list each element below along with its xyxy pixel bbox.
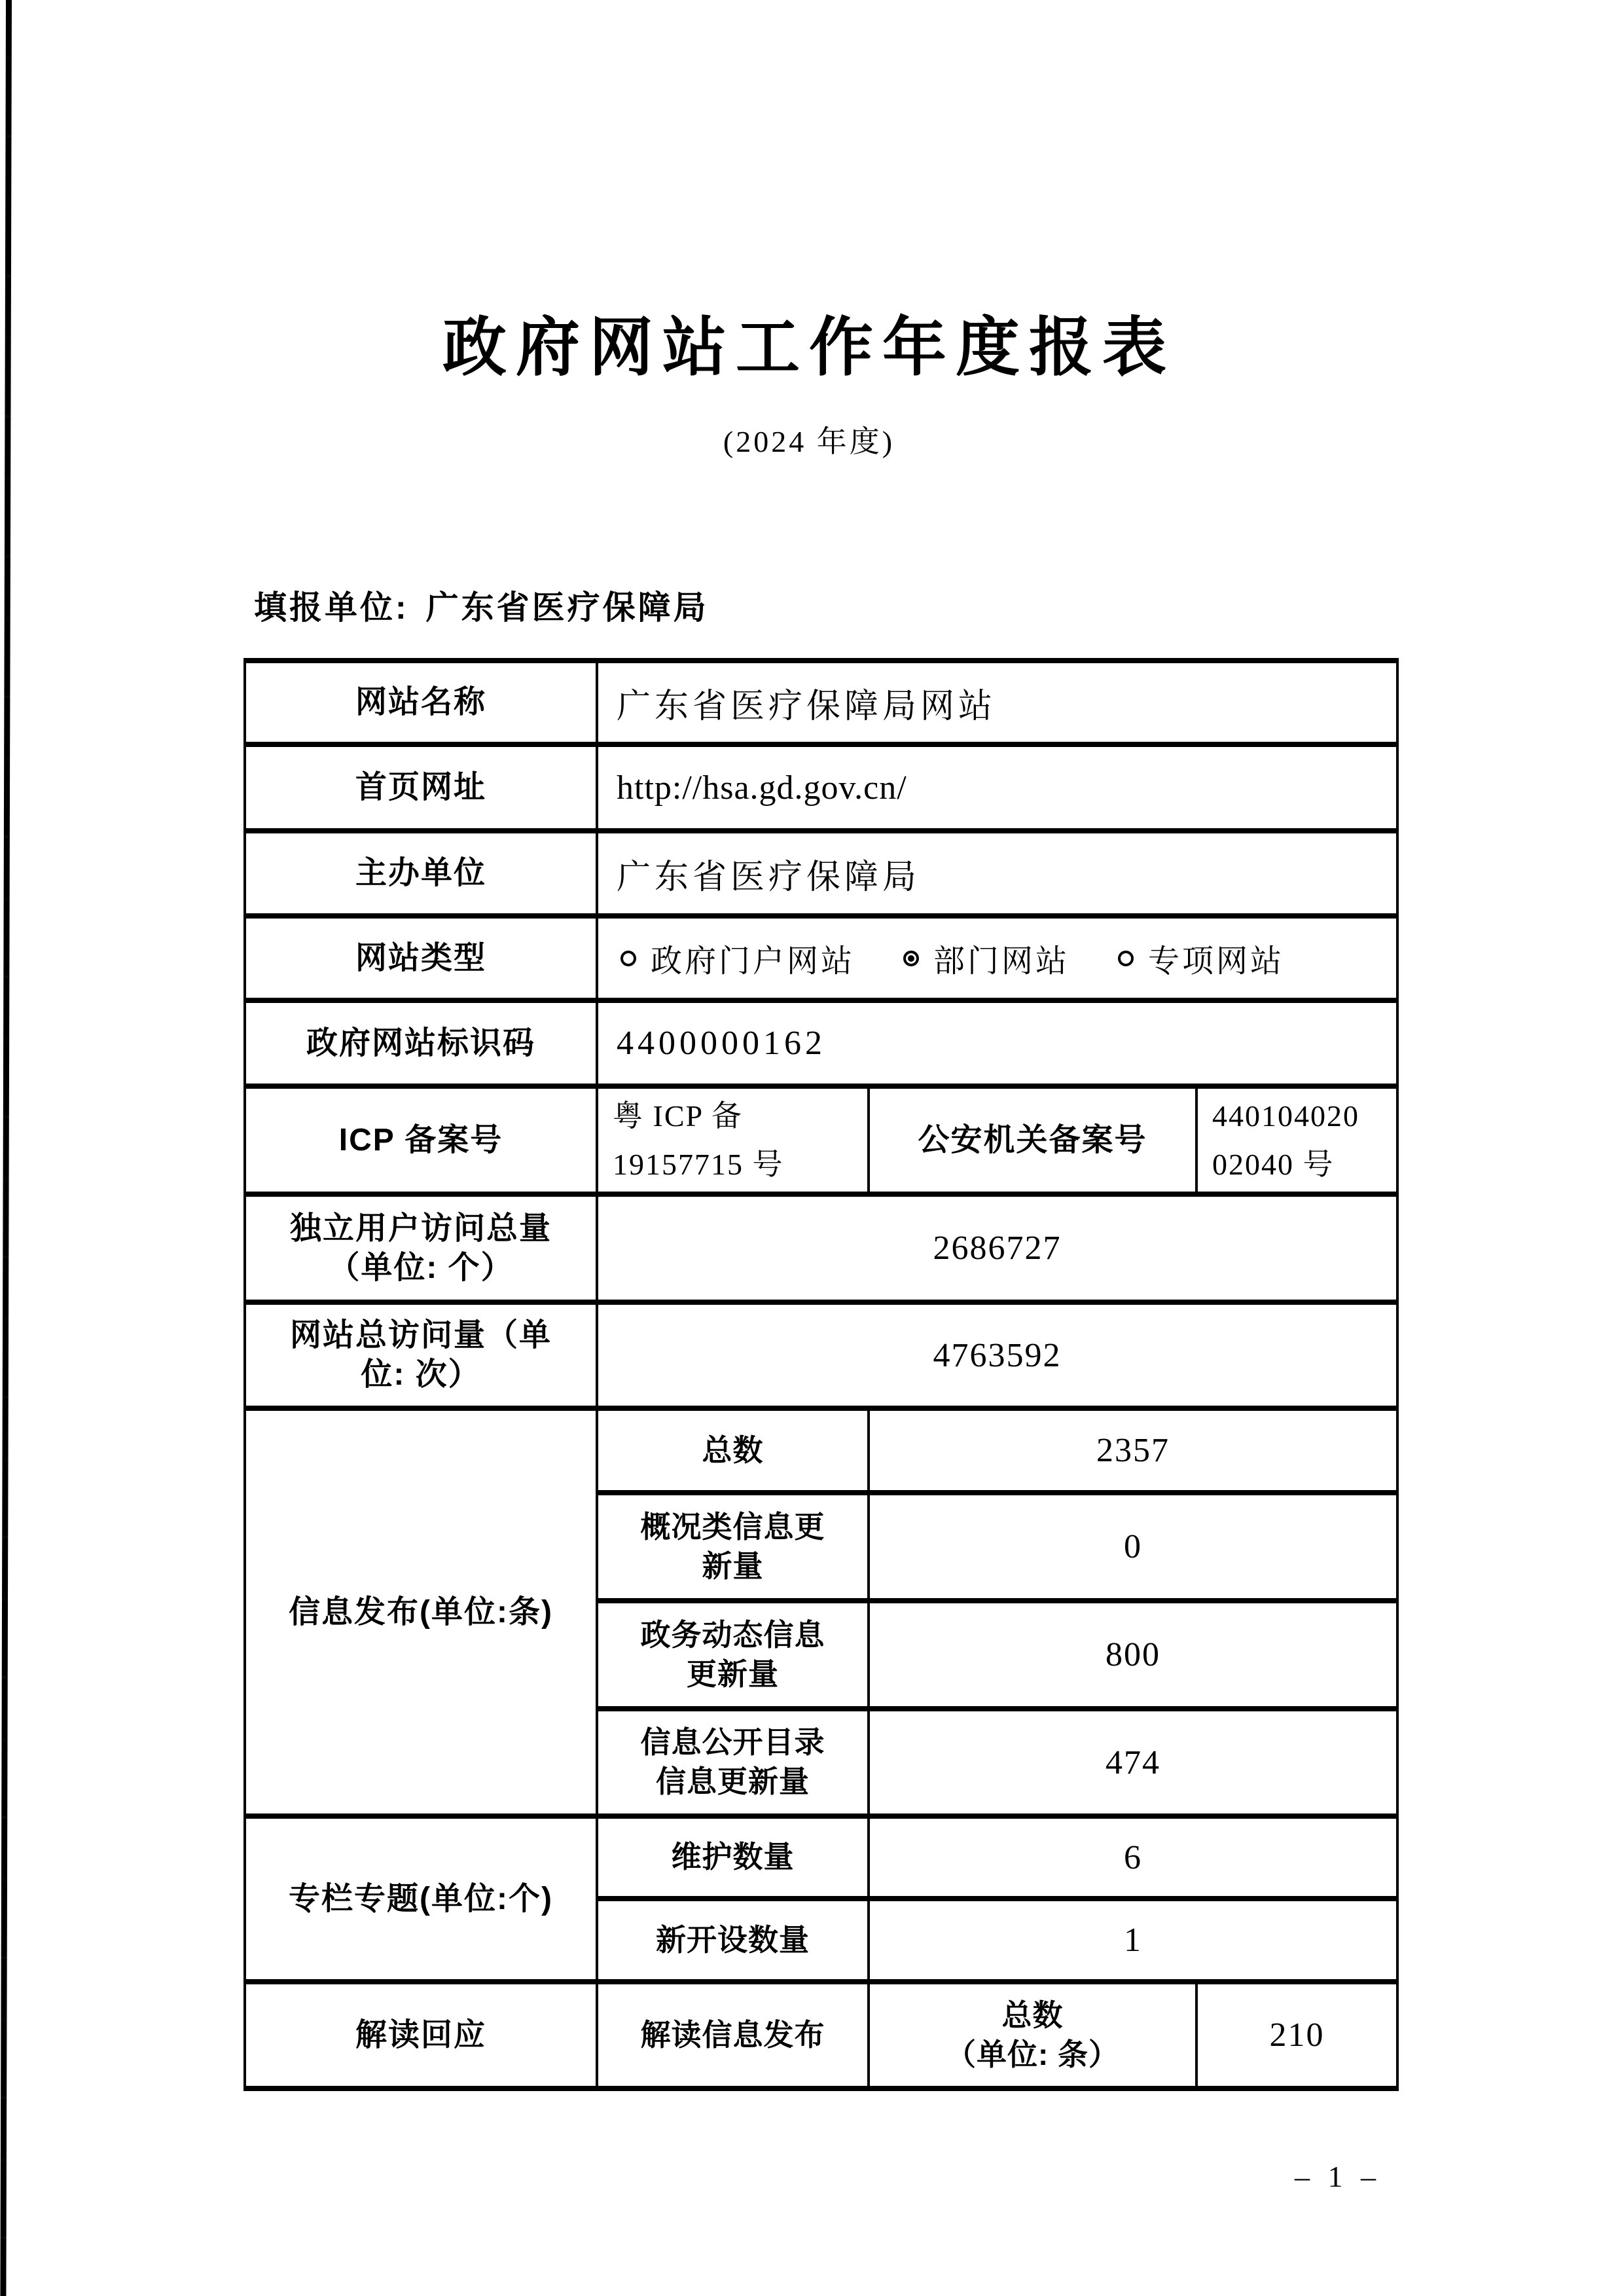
document-subtitle: (2024 年度)	[723, 425, 895, 458]
open-catalog-update-value: 474	[869, 1709, 1397, 1816]
unique-visitors-value: 2686727	[597, 1194, 1397, 1302]
site-name-label: 网站名称	[245, 661, 597, 744]
police-record-value-line2: 02040 号	[1212, 1147, 1335, 1181]
table-row-special-maintained	[245, 1816, 1397, 1899]
radio-option-label: 部门网站	[933, 944, 1070, 979]
reporting-unit-line	[254, 581, 709, 629]
info-publish-total-label: 总数	[597, 1408, 869, 1493]
radio-option-department	[903, 936, 1070, 981]
table-row-icp	[245, 1086, 1397, 1194]
document-title: 政府网站工作年度报表	[442, 313, 1176, 384]
site-type-label: 网站类型	[245, 916, 597, 1000]
maintained-count-value: 6	[869, 1816, 1397, 1899]
info-publish-label: 信息发布(单位:条)	[245, 1408, 597, 1816]
radio-option-special	[1118, 936, 1284, 981]
home-url-value: http://hsa.gd.gov.cn/	[597, 744, 1397, 831]
overview-update-value: 0	[869, 1493, 1397, 1601]
police-record-label: 公安机关备案号	[869, 1086, 1196, 1194]
site-name-value: 广东省医疗保障局网站	[597, 661, 1397, 744]
interpretation-total-label: 总数 （单位: 条）	[869, 1982, 1196, 2088]
open-catalog-update-label: 信息公开目录 信息更新量	[597, 1709, 869, 1816]
site-code-label: 政府网站标识码	[245, 1000, 597, 1086]
icp-label: ICP 备案号	[245, 1086, 597, 1194]
table-row-interpretation	[245, 1982, 1397, 2088]
police-record-value-line1: 440104020	[1212, 1099, 1359, 1133]
home-url-label: 首页网址	[245, 744, 597, 831]
reporting-unit-value: 广东省医疗保障局	[425, 589, 709, 626]
icp-value-line2: 19157715 号	[613, 1147, 784, 1181]
radio-unselected-icon	[620, 951, 636, 966]
special-columns-label: 专栏专题(单位:个)	[245, 1816, 597, 1982]
total-visits-value: 4763592	[597, 1302, 1397, 1408]
total-visits-label: 网站总访问量（单 位: 次）	[245, 1302, 597, 1408]
radio-option-label: 专项网站	[1148, 944, 1285, 979]
table-row-site-type	[245, 916, 1397, 1000]
overview-update-label: 概况类信息更 新量	[597, 1493, 869, 1601]
radio-option-portal	[620, 936, 855, 981]
radio-option-label: 政府门户网站	[651, 944, 855, 979]
icp-value	[597, 1086, 869, 1194]
site-type-options	[597, 916, 1397, 1000]
police-record-value	[1196, 1086, 1397, 1194]
page-number: – 1 –	[1295, 2160, 1381, 2193]
new-opened-count-value: 1	[869, 1899, 1397, 1982]
report-table	[243, 658, 1399, 2091]
maintained-count-label: 维护数量	[597, 1816, 869, 1899]
radio-selected-icon	[903, 951, 919, 966]
table-row-unique-visitors	[245, 1194, 1397, 1302]
table-row-organizer	[245, 831, 1397, 916]
interpretation-label: 解读回应	[245, 1982, 597, 2088]
info-publish-total-value: 2357	[869, 1408, 1397, 1493]
gov-news-update-value: 800	[869, 1601, 1397, 1709]
radio-unselected-icon	[1118, 951, 1134, 966]
table-row-total-visits	[245, 1302, 1397, 1408]
icp-value-line1: 粤 ICP 备	[613, 1099, 743, 1133]
site-code-value: 4400000162	[597, 1000, 1397, 1086]
table-row-home-url	[245, 744, 1397, 831]
new-opened-count-label: 新开设数量	[597, 1899, 869, 1982]
interpretation-total-value: 210	[1196, 1982, 1397, 2088]
reporting-unit-label: 填报单位:	[254, 589, 409, 626]
organizer-value: 广东省医疗保障局	[597, 831, 1397, 916]
table-row-site-code	[245, 1000, 1397, 1086]
interpretation-publish-label: 解读信息发布	[597, 1982, 869, 2088]
gov-news-update-label: 政务动态信息 更新量	[597, 1601, 869, 1709]
table-row-site-name	[245, 661, 1397, 744]
table-row-info-publish-total	[245, 1408, 1397, 1493]
organizer-label: 主办单位	[245, 831, 597, 916]
unique-visitors-label: 独立用户访问总量 （单位: 个）	[245, 1194, 597, 1302]
